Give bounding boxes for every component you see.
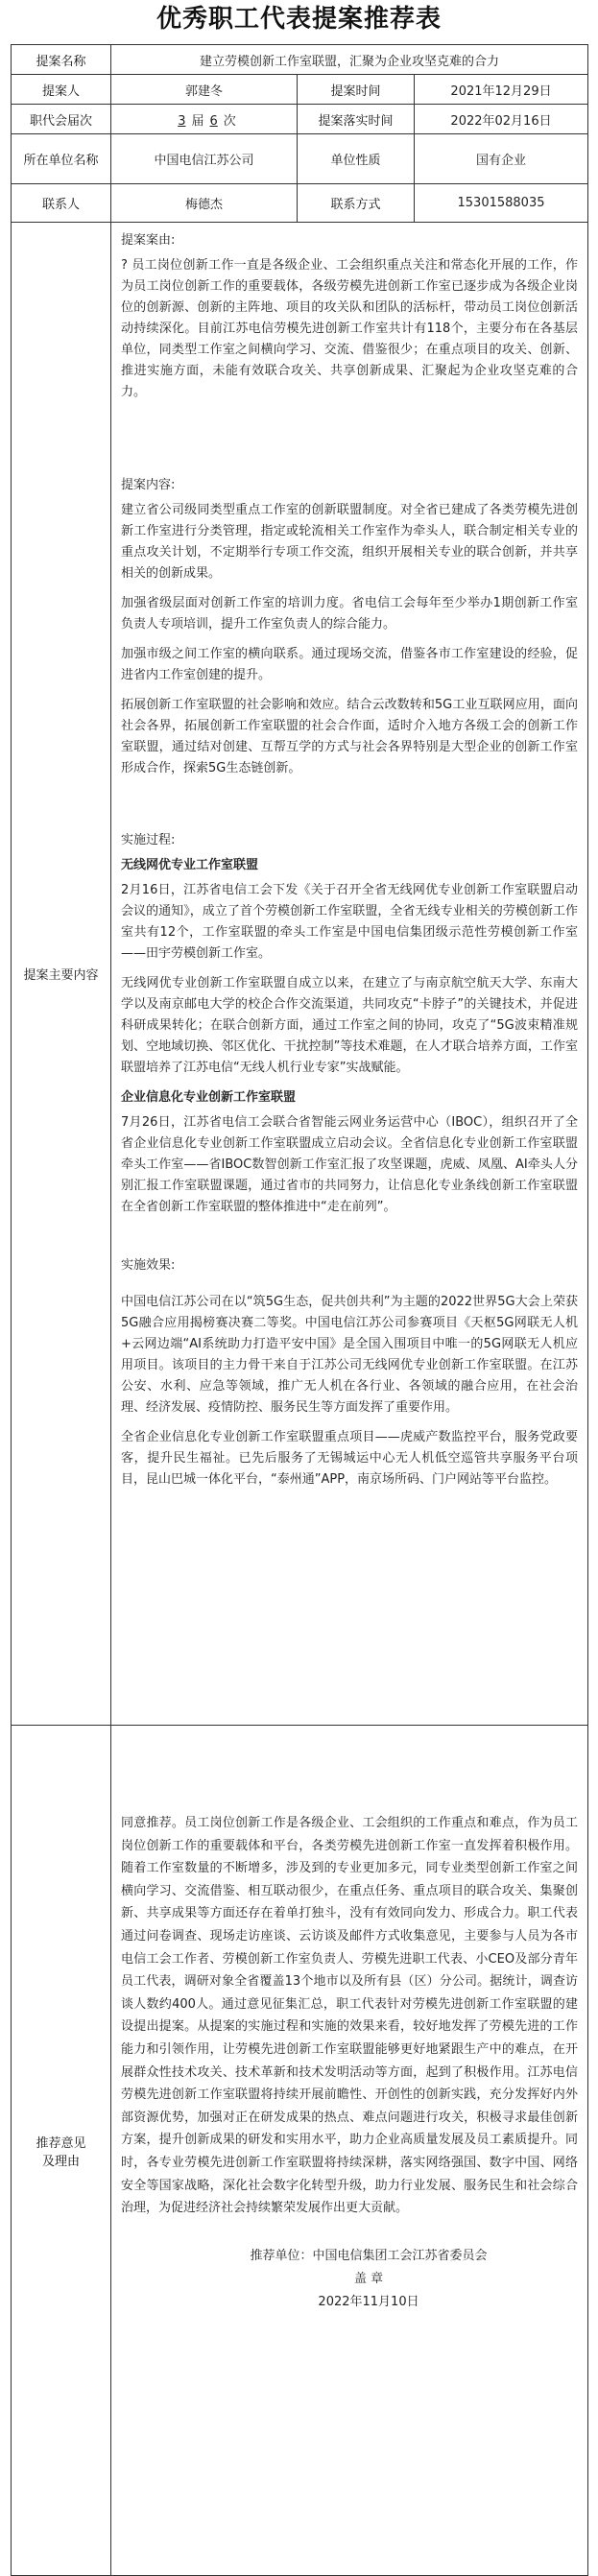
recommend-cell — [111, 1726, 588, 2576]
process-item: 7月26日，江苏省电信工会联合省智能云网业务运营中心（IBOC），组织召开了全省企业信息化专业创新工作室联盟成立启动会议。全省信息化专业创新工作室联盟牵头工作室——省IBOC数智创新工作室汇报了攻坚课题，虎威、凤凰、AI牵头人分别汇报工作室联盟课题，通过省市的共同努力，让信息化专业条线创新工作室联盟在全省创新工作室联盟的整体推进中“走在前列”。 — [121, 1115, 579, 1214]
proposer-label: 提案人 — [12, 75, 111, 105]
reason-text: ? 员工岗位创新工作一直是各级企业、工会组织重点关注和常态化开展的工作，作为员工岗位创新工作的重要载体，各级劳模先进创新工作室已逐步成为各级企业岗位的创新源、创新的主阵地、项目的攻关队和团队的活标杆，带动员工岗位创新活动持续深化。目前江苏电信劳模先进创新工作室共计有118个，主要分布在各基层单位，同类型工作室之间横向学习、交流、借鉴很少；在重点项目的攻关、创新、推进实施方面，未能有效联合攻关、共享创新成果、汇聚起为企业攻坚克难的合力。 — [121, 258, 579, 399]
row-proposer — [12, 75, 588, 105]
content-item: 加强市级之间工作室的横向联系。通过现场交流，借鉴各市工作室建设的经验，促进省内工作室创建的提升。 — [121, 647, 579, 682]
unit-nature-value: 国有企业 — [415, 134, 588, 184]
recommend-label-line: 推荐意见 — [36, 2135, 86, 2151]
signature-block — [121, 2245, 578, 2314]
implement-date-label: 提案落实时间 — [298, 105, 415, 134]
contact-value: 梅德杰 — [111, 184, 298, 223]
session-label: 职代会届次 — [12, 105, 111, 134]
row-content — [12, 223, 588, 1726]
meeting-number: 6 — [209, 113, 218, 129]
recommend-unit-label: 推荐单位： — [250, 2248, 313, 2263]
session-number: 3 — [178, 113, 186, 129]
proposal-name-value: 建立劳模创新工作室联盟，汇聚为企业攻坚克难的合力 — [111, 45, 588, 75]
row-recommendation — [12, 1726, 588, 2576]
row-unit — [12, 134, 588, 184]
phone-label: 联系方式 — [298, 184, 415, 223]
unit-name-label: 所在单位名称 — [12, 134, 111, 184]
effect-item: 全省企业信息化专业创新工作室联盟重点项目——虎威产数监控平台，服务党政要客，提升民生福祉。已先后服务了无锡城运中心无人机低空巡管共享服务平台项目，昆山巴城一体化平台，“泰州通”APP，南京场所码、门户网站等平台监控。 — [121, 1430, 579, 1487]
page-title: 优秀职工代表提案推荐表 — [155, 5, 442, 34]
process-subheading: 企业信息化专业创新工作室联盟 — [121, 1090, 297, 1105]
unit-nature-label: 单位性质 — [298, 134, 415, 184]
row-proposal-name — [12, 45, 588, 75]
contact-label: 联系人 — [12, 184, 111, 223]
row-contact — [12, 184, 588, 223]
recommend-text: 同意推荐。员工岗位创新工作是各级企业、工会组织的工作重点和难点，作为员工岗位创新工作的重要载体和平台，各类劳模先进创新工作室一直发挥着积极作用。随着工作室数量的不断增多，涉及到的专业更加多元，同专业类型创新工作室之间横向学习、交流借鉴、相互联动很少，在重点任务、重点项目的联合攻关、集聚创新、共享成果等方面还存在着单打独斗，没有有效同向发力、形成合力。职工代表通过问卷调查、现场走访座谈、云访谈及邮件方式收集意见，主要参与人员为各市电信工会工作者、劳模创新工作室负责人、劳模先进职工代表、小CEO及部分青年员工代表，调研对象全省覆盖13个地市以及所有县（区）分公司。据统计，调查访谈人数约400人。通过意见征集汇总，职工代表针对劳模先进创新工作室联盟的建设提出提案。从提案的实施过程和实施的效果来看，较好地发挥了劳模先进的工作能力和引领作用，让劳模先进创新工作室联盟能够更好地紧跟生产中的难点，在开展群众性技术攻关、技术革新和技术发明活动等方面，起到了积极作用。江苏电信劳模先进创新工作室联盟将持续开展前瞻性、开创性的创新实践，充分发挥好内外部资源优势，加强对正在研发成果的热点、难点问题进行攻关，积极寻求最佳创新方案，提升创新成果的研发和实用水平，助力企业高质量发展及员工素质提升。同时，各专业劳模先进创新工作室联盟将持续深耕，落实网络强国、数字中国、网络安全等国家战略，深化社会数字化转型升级，助力行业发展、服务民生和社会综合治理，为促进经济社会持续繁荣发展作出更大贡献。 — [121, 1816, 579, 2216]
content-heading: 提案内容: — [121, 478, 176, 492]
content-item: 加强省级层面对创新工作室的培训力度。省电信工会每年至少举办1期创新工作室负责人专项培训，提升工作室负责人的综合能力。 — [121, 596, 579, 632]
process-item: 2月16日，江苏省电信工会下发《关于召开全省无线网优专业创新工作室联盟启动会议的通知》，成立了首个劳模创新工作室联盟，全省无线专业相关的劳模创新工作室共有12个，工作室联盟的牵头工作室是中国电信集团级示范性劳模创新工作室——田宇劳模创新工作室。 — [121, 883, 579, 961]
recommend-label-line: 及理由 — [41, 2154, 80, 2169]
recommend-unit — [159, 2245, 578, 2268]
process-heading: 实施过程: — [121, 833, 176, 847]
process-item: 无线网优专业创新工作室联盟自成立以来，在建立了与南京航空航天大学、东南大学以及南京邮电大学的校企合作交流渠道，共同攻克“卡脖子”的关键技术，并促进科研成果转化；在联合创新方面，通过工作室之间的协同，攻克了“5G波束精准规划、空地域切换、邻区优化、干扰控制”等技术难题，在人才联合培养方面，工作室联盟培养了江苏电信“无线人机行业专家”实战赋能。 — [121, 976, 579, 1075]
recommend-unit-value: 中国电信集团工会江苏省委员会 — [312, 2248, 488, 2263]
recommend-label — [12, 1726, 111, 2576]
effect-item: 中国电信江苏公司在以“筑5G生态，促共创共利”为主题的2022世界5G大会上荣获5G融合应用揭榜赛决赛二等奖。中国电信江苏公司参赛项目《天枢5G网联无人机+云网边端“AI系统助力打造平安中国》是全国入围项目中唯一的5G网联无人机应用项目。该项目的主力骨干来自于江苏公司无线网优专业创新工作室联盟。在江苏公安、水利、应急等领域，推广无人机在各行业、各领域的融合应用，在社会治理、经济发展、疫情防控、服务民生等方面发挥了重要作用。 — [121, 1295, 579, 1415]
proposal-date-value: 2021年12月29日 — [415, 75, 588, 105]
proposal-date-label: 提案时间 — [298, 75, 415, 105]
content-item: 建立省公司级同类型重点工作室的创新联盟制度。对全省已建成了各类劳模先进创新工作室进行分类管理，指定或轮流相关工作室作为牵头人，联合制定相关专业的重点攻关计划，不定期举行专项工作交流，组织开展相关专业的联合创新，并共享相关的创新成果。 — [121, 503, 579, 581]
meeting-unit: 次 — [223, 113, 236, 129]
unit-name-value: 中国电信江苏公司 — [111, 134, 298, 184]
session-unit: 届 — [191, 113, 204, 129]
proposer-value: 郭建冬 — [111, 75, 298, 105]
effect-heading: 实施效果: — [121, 1258, 176, 1273]
phone-value: 15301588035 — [415, 184, 588, 223]
stamp-label: 盖 章 — [353, 2271, 384, 2286]
process-subheading: 无线网优专业工作室联盟 — [121, 858, 259, 872]
content-cell — [111, 223, 588, 1726]
content-item: 拓展创新工作室联盟的社会影响和效应。结合云改数转和5G工业互联网应用，面向社会各界，拓展创新工作室联盟的社会合作面，适时介入地方各级工会的创新工作室联盟，通过结对创建、互帮互学的方式与社会各界特别是大型企业的创新工作室形成合作，探索5G生态链创新。 — [121, 698, 579, 775]
proposal-name-label: 提案名称 — [12, 45, 111, 75]
reason-heading: 提案案由: — [121, 233, 176, 248]
row-session — [12, 105, 588, 134]
implement-date-value: 2022年02月16日 — [415, 105, 588, 134]
session-value — [111, 105, 298, 134]
recommend-date: 2022年11月10日 — [318, 2294, 419, 2309]
content-label: 提案主要内容 — [12, 223, 111, 1726]
proposal-form-table — [11, 44, 588, 2576]
